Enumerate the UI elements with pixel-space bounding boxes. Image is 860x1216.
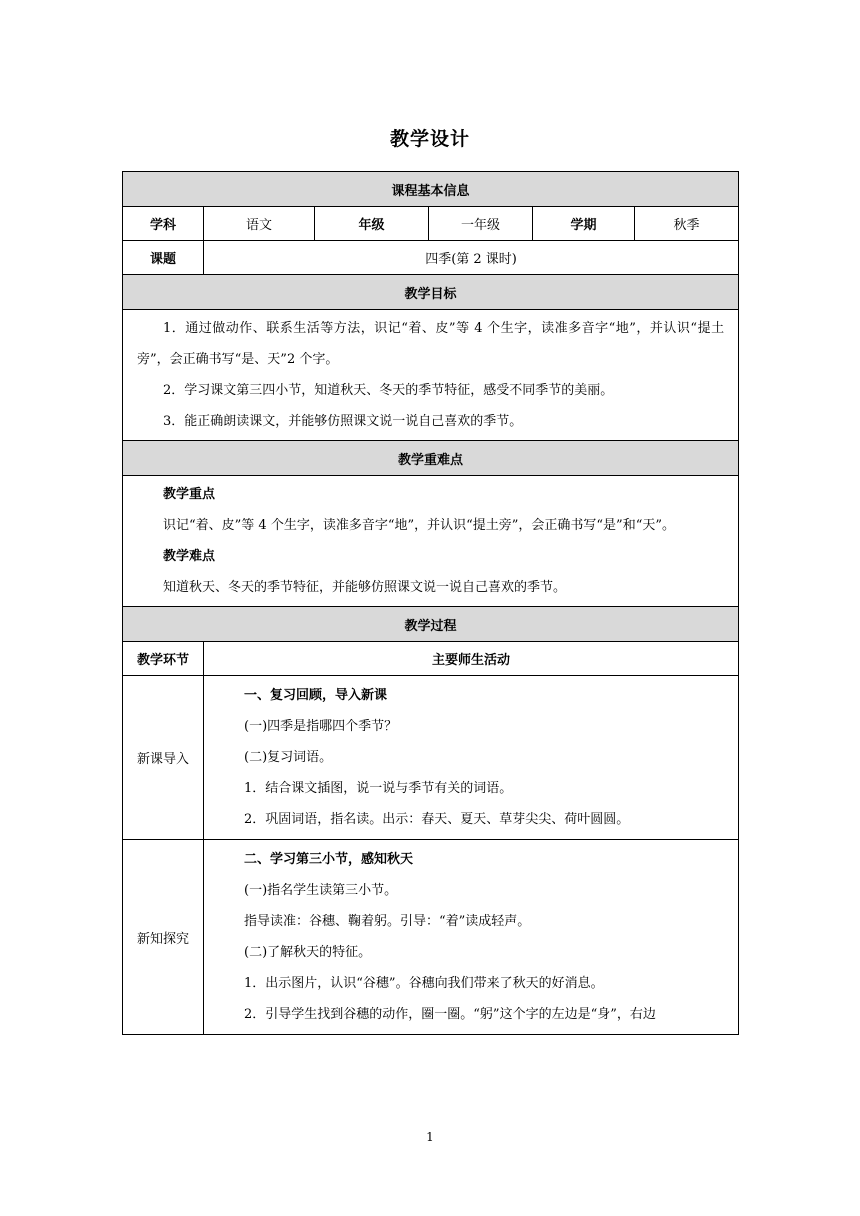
term-value: 秋季 [635,207,739,241]
activity-line: 指导读准：谷穗、鞠着躬。引导：“着”读成轻声。 [244,914,531,929]
grade-label: 年级 [315,207,429,241]
section-header-objectives: 教学目标 [123,275,739,310]
focus-title: 教学重点 [163,487,216,502]
document-title: 教学设计 [389,128,470,150]
subject-value: 语文 [204,207,315,241]
grade-value: 一年级 [429,207,533,241]
table-row [123,676,739,840]
difficulty-title: 教学难点 [163,549,216,564]
activity-line: 1．结合课文插图，说一说与季节有关的词语。 [244,781,513,796]
activity-column-header: 主要师生活动 [204,642,739,676]
objective-item: 3．能正确朗读课文，并能够仿照课文说一说自己喜欢的季节。 [163,414,523,429]
focus-text: 识记“着、皮”等 4 个生字，读准多音字“地”，并认识“提土旁”，会正确书写“是”和“天”。 [163,518,675,533]
activity-line: (一)指名学生读第三小节。 [244,883,398,898]
activity-line: 1．出示图片，认识“谷穗”。谷穗向我们带来了秋天的好消息。 [244,976,604,991]
section-header-process: 教学过程 [123,607,739,642]
page-number: 1 [426,1130,434,1144]
topic-value: 四季(第 2 课时) [204,241,739,275]
table-row [123,840,739,1035]
lesson-plan-table [122,171,739,1035]
activity-line: (二)了解秋天的特征。 [244,945,372,960]
subject-label: 学科 [123,207,204,241]
activity-heading: 二、学习第三小节，感知秋天 [244,852,414,867]
objectives-cell [123,310,739,441]
objective-item: 1．通过做动作、联系生活等方法，识记“着、皮”等 4 个生字，读准多音字“地”，并认识“提土旁”，会正确书写“是、天”2 个字。 [137,321,725,367]
stage-column-header: 教学环节 [123,642,204,676]
activity-heading: 一、复习回顾，导入新课 [244,688,388,703]
section-header-basic-info: 课程基本信息 [123,172,739,207]
activity-cell [204,840,739,1035]
topic-label: 课题 [123,241,204,275]
activity-line: 2．引导学生找到谷穗的动作，圈一圈。“躬”这个字的左边是“身”，右边 [244,1007,656,1022]
key-points-cell [123,476,739,607]
activity-line: (二)复习词语。 [244,750,333,765]
activity-line: 2．巩固词语，指名读。出示：春天、夏天、草芽尖尖、荷叶圆圆。 [244,812,630,827]
difficulty-text: 知道秋天、冬天的季节特征，并能够仿照课文说一说自己喜欢的季节。 [163,580,567,595]
objective-item: 2．学习课文第三四小节，知道秋天、冬天的季节特征，感受不同季节的美丽。 [163,383,614,398]
stage-name: 新知探究 [123,840,204,1035]
section-header-key-points: 教学重难点 [123,441,739,476]
stage-name: 新课导入 [123,676,204,840]
term-label: 学期 [533,207,635,241]
activity-cell [204,676,739,840]
activity-line: (一)四季是指哪四个季节？ [244,719,398,734]
